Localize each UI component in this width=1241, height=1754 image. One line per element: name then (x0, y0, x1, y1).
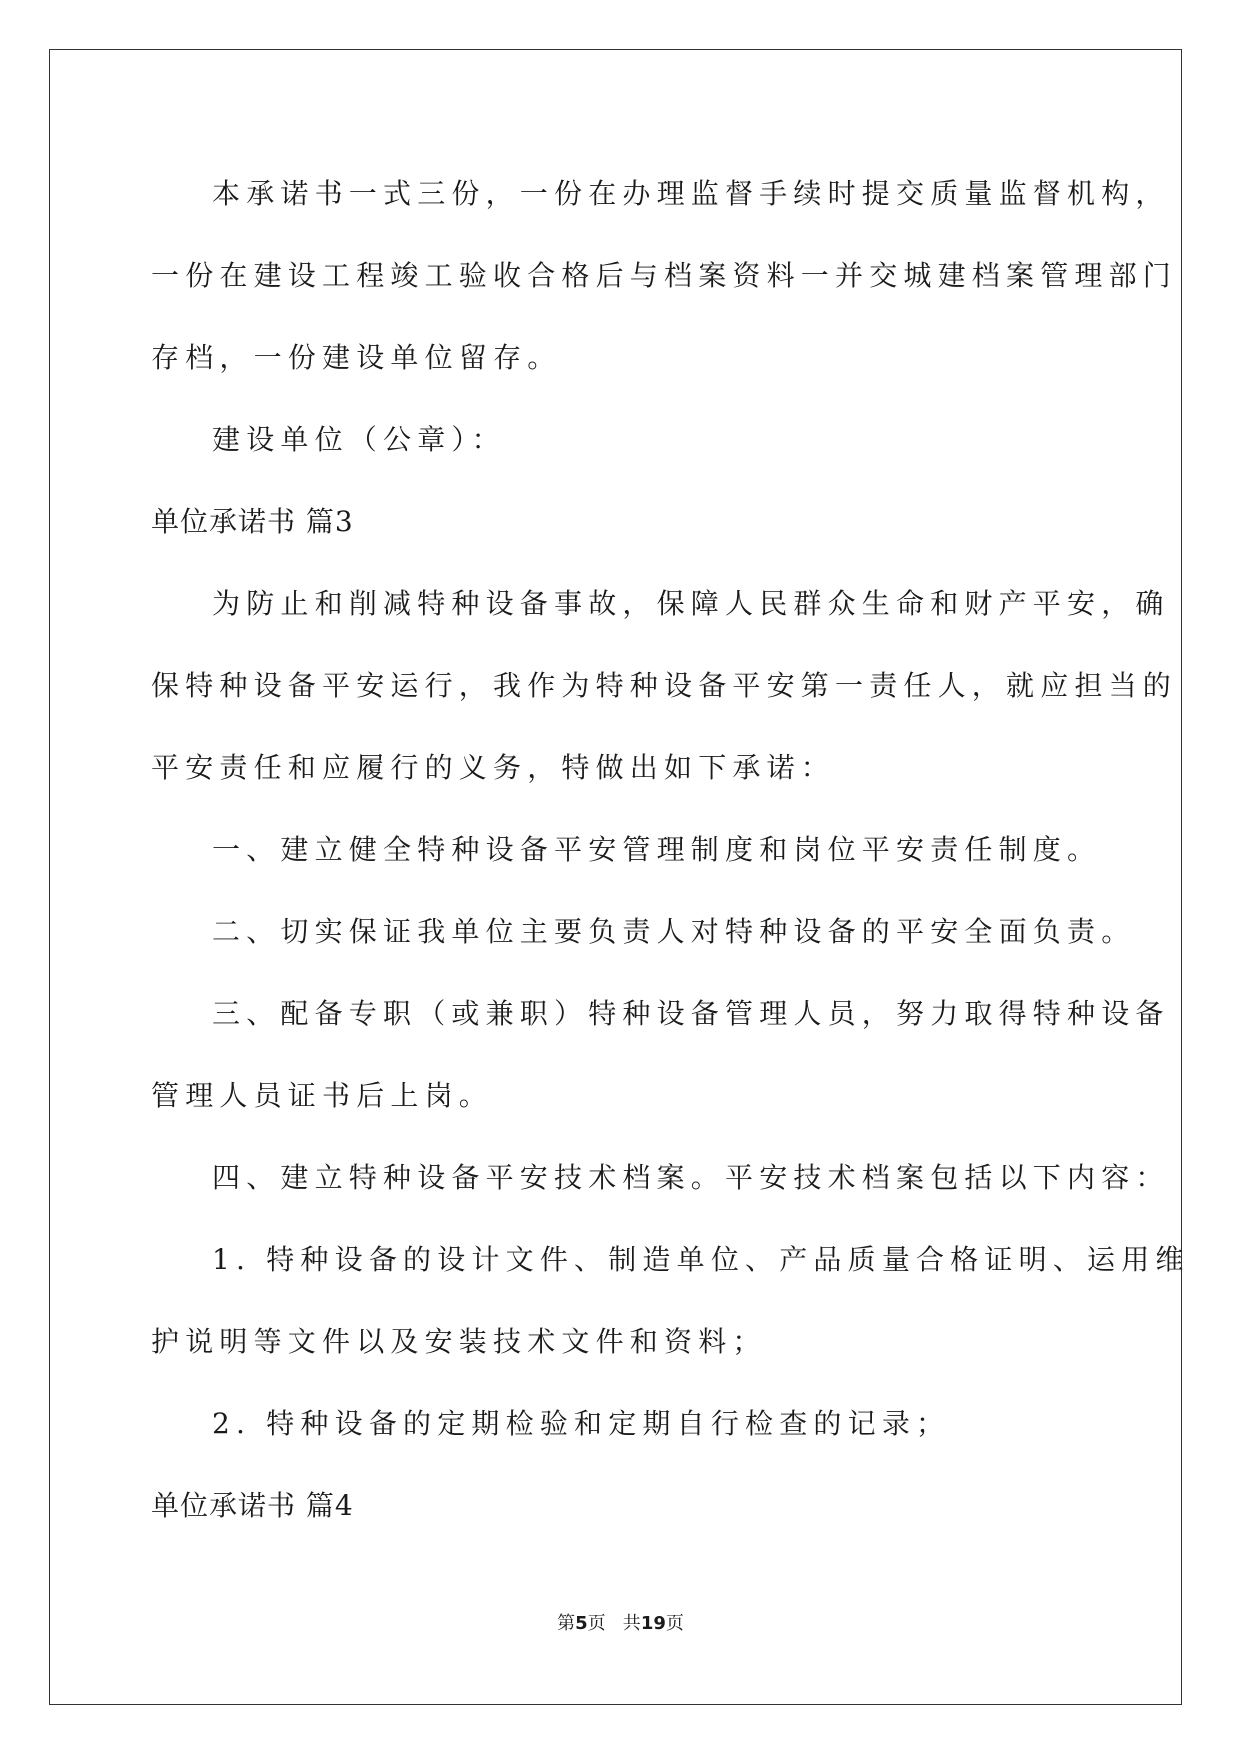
paragraph-line: 保特种设备平安运行，我作为特种设备平安第一责任人，就应担当的 (151, 669, 1178, 702)
paragraph-line: 平安责任和应履行的义务，特做出如下承诺： (151, 751, 836, 784)
paragraph-line: 为防止和削减特种设备事故，保障人民群众生命和财产平安，确 (212, 587, 1170, 620)
paragraph-line: 一份在建设工程竣工验收合格后与档案资料一并交城建档案管理部门 (151, 259, 1178, 292)
paragraph-line: 三、配备专职（或兼职）特种设备管理人员，努力取得特种设备 (212, 997, 1170, 1030)
paragraph-line: 存档，一份建设单位留存。 (151, 341, 562, 374)
paragraph-line: 护说明等文件以及安装技术文件和资料； (151, 1325, 767, 1358)
paragraph-line: 二、切实保证我单位主要负责人对特种设备的平安全面负责。 (212, 915, 1136, 948)
page-border (49, 49, 1182, 1705)
page-footer (0, 1612, 1241, 1636)
paragraph-line: 管理人员证书后上岗。 (151, 1079, 494, 1112)
footer-page-number: 5 (575, 1613, 588, 1634)
paragraph-line: 一、建立健全特种设备平安管理制度和岗位平安责任制度。 (212, 833, 1102, 866)
footer-mid: 页 共 (587, 1613, 641, 1634)
footer-suffix: 页 (665, 1613, 684, 1634)
paragraph-line: 2. 特种设备的定期检验和定期自行检查的记录； (212, 1407, 951, 1440)
paragraph-line: 四、建立特种设备平安技术档案。平安技术档案包括以下内容： (212, 1161, 1170, 1194)
section-heading: 单位承诺书 篇3 (151, 505, 354, 538)
paragraph-line: 本承诺书一式三份，一份在办理监督手续时提交质量监督机构， (212, 177, 1170, 210)
paragraph-line: 建设单位（公章）： (212, 423, 506, 456)
paragraph-line: 1. 特种设备的设计文件、制造单位、产品质量合格证明、运用维 (212, 1243, 1190, 1276)
footer-prefix: 第 (557, 1613, 576, 1634)
footer-total-pages: 19 (640, 1613, 666, 1634)
section-heading: 单位承诺书 篇4 (151, 1489, 354, 1522)
